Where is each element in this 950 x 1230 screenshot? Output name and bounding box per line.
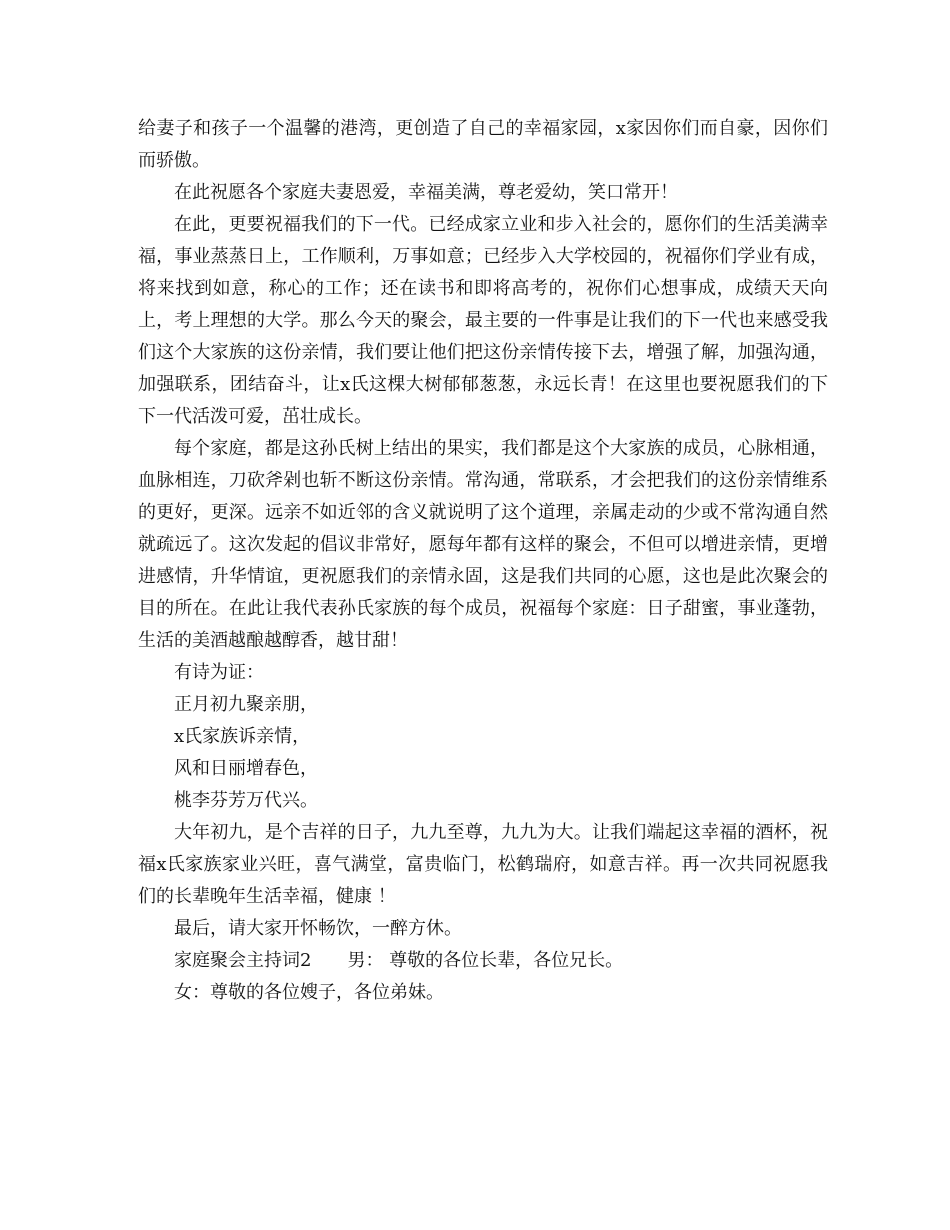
paragraph: 在此，更要祝福我们的下一代。已经成家立业和步入社会的，愿你们的生活美满幸福，事业蒸蒸日上，工作顺利，万事如意；已经步入大学校园的，祝福你们学业有成，将来找到如意，称心的工作；还在读书和即将高考的，祝你们心想事成，成绩天天向上，考上理想的大学。那么今天的聚会，最主要的一件事是让我们的下一代也来感受我们这个大家族的这份亲情，我们要让他们把这份亲情传接下去，增强了解，加强沟通，加强联系，团结奋斗，让x氏这棵大树郁郁葱葱，永远长青！在这里也要祝愿我们的下下一代活泼可爱，茁壮成长。 — [138, 214, 828, 427]
paragraph: 风和日丽增春色， — [174, 758, 318, 779]
paragraph: 每个家庭，都是这孙氏树上结出的果实，我们都是这个大家族的成员，心脉相通，血脉相连，刀砍斧剁也斩不断这份亲情。常沟通，常联系，才会把我们的这份亲情维系的更好，更深。远亲不如近邻的含义就说明了这个道理，亲属走动的少或不常沟通自然就疏远了。这次发起的倡议非常好，愿每年都有这样的聚会，不但可以增进亲情，更增进感情，升华情谊，更祝愿我们的亲情永固，这是我们共同的心愿，这也是此次聚会的目的所在。在此让我代表孙氏家族的每个成员，祝福每个家庭：日子甜蜜，事业蓬勃，生活的美酒越酿越醇香，越甘甜！ — [138, 438, 828, 651]
paragraph: 大年初九，是个吉祥的日子，九九至尊，九九为大。让我们端起这幸福的酒杯，祝福x氏家族家业兴旺，喜气满堂，富贵临门，松鹤瑞府，如意吉祥。再一次共同祝愿我们的长辈晚年生活幸福，健康 ！ — [138, 822, 828, 907]
paragraph: 最后，请大家开怀畅饮，一醉方休。 — [174, 918, 462, 939]
paragraph: 正月初九聚亲朋， — [174, 694, 318, 715]
paragraph: 桃李芬芳万代兴。 — [174, 790, 318, 811]
paragraph: 有诗为证： — [174, 662, 264, 683]
paragraph: 在此祝愿各个家庭夫妻恩爱，幸福美满，尊老爱幼，笑口常开！ — [174, 182, 678, 203]
document-body — [138, 113, 828, 1009]
paragraph: 女：尊敬的各位嫂子，各位弟妹。 — [174, 982, 444, 1003]
paragraph: x氏家族诉亲情， — [174, 726, 311, 747]
paragraph: 给妻子和孩子一个温馨的港湾，更创造了自己的幸福家园，x家因你们而自豪，因你们而骄傲。 — [138, 118, 828, 171]
paragraph: 家庭聚会主持词2 男： 尊敬的各位长辈，各位兄长。 — [174, 950, 624, 971]
